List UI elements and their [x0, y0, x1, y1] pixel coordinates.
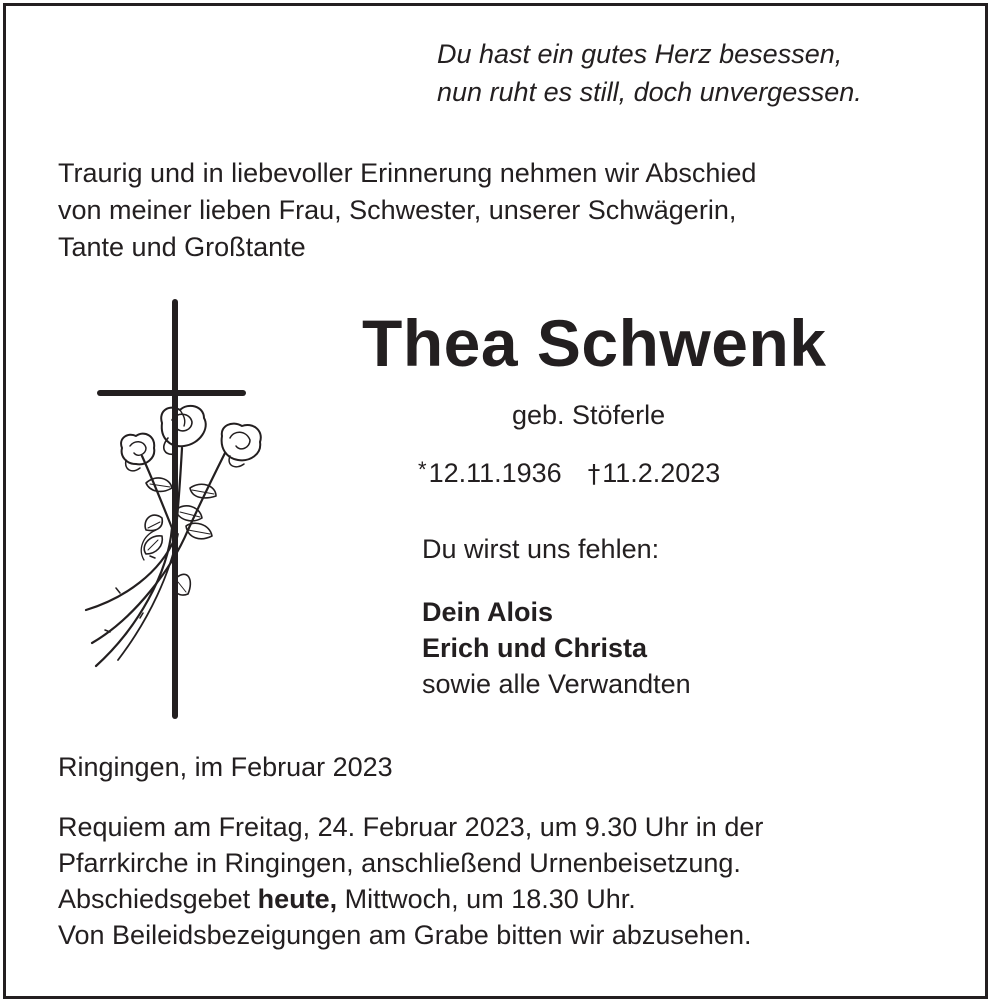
service-emphasis: heute,	[257, 884, 338, 914]
mourners-list	[422, 594, 691, 702]
poem	[437, 35, 862, 111]
service-line	[58, 881, 763, 917]
life-dates	[418, 452, 720, 492]
service-line: Pfarrkirche in Ringingen, anschließend Urnenbeisetzung.	[58, 848, 741, 878]
mourner-others: sowie alle Verwandten	[422, 669, 691, 699]
maiden-name: geb. Stöferle	[512, 400, 666, 430]
service-line: Requiem am Freitag, 24. Februar 2023, um 9.30 Uhr in der	[58, 812, 764, 842]
birth-star-icon: *	[418, 457, 427, 482]
farewell-text: Du wirst uns fehlen:	[422, 534, 660, 564]
place-and-date: Ringingen, im Februar 2023	[58, 752, 393, 782]
service-text: Abschiedsgebet	[58, 884, 258, 914]
cross-with-roses-icon	[80, 298, 270, 723]
service-line: Von Beileidsbezeigungen am Grabe bitten wir abzusehen.	[58, 920, 752, 950]
mourner-name: Dein Alois	[422, 597, 554, 627]
death-date: 11.2.2023	[602, 458, 721, 488]
deceased-name: Thea Schwenk	[362, 306, 827, 380]
poem-line: nun ruht es still, doch unvergessen.	[437, 77, 862, 107]
intro-line: von meiner lieben Frau, Schwester, unserer Schwägerin,	[58, 195, 737, 225]
poem-line: Du hast ein gutes Herz besessen,	[437, 39, 843, 69]
service-text: Mittwoch, um 18.30 Uhr.	[337, 884, 636, 914]
birth-date: 12.11.1936	[428, 458, 562, 488]
intro-line: Traurig und in liebevoller Erinnerung nehmen wir Abschied	[58, 158, 757, 188]
mourner-name: Erich und Christa	[422, 633, 648, 663]
intro-text	[58, 155, 756, 266]
death-cross-icon: †	[587, 459, 601, 488]
service-info	[58, 809, 763, 953]
intro-line: Tante und Großtante	[58, 232, 306, 262]
